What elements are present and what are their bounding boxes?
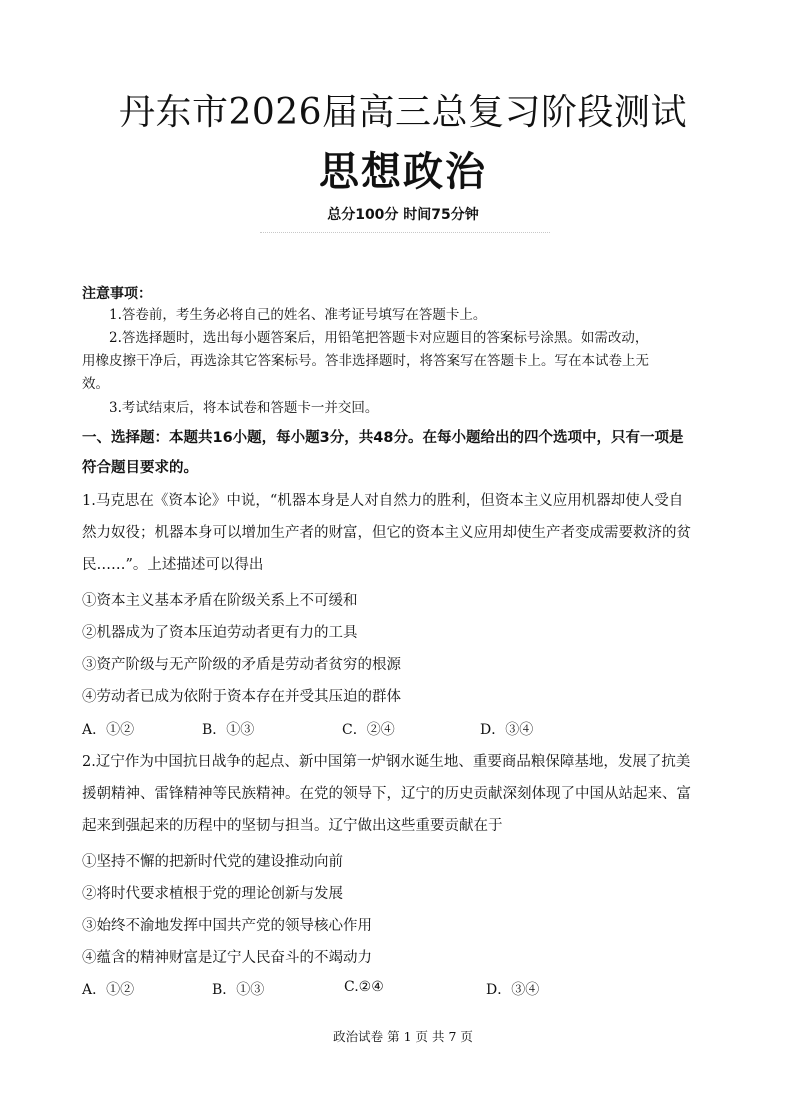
question-1-choice-d: D．③④ [480, 722, 534, 738]
question-1-line-3: 民……”。上述描述可以得出 [82, 557, 264, 573]
faint-divider [260, 232, 550, 234]
question-1-option-1: ①资本主义基本矛盾在阶级关系上不可缓和 [82, 593, 358, 609]
question-1-choices [82, 719, 682, 743]
question-2-choice-c: C.②④ [344, 979, 384, 995]
exam-title: 丹东市2026届高三总复习阶段测试 [118, 92, 688, 133]
notice-item-1: 1.答卷前，考生务必将自己的姓名、准考证号填写在答题卡上。 [109, 307, 487, 323]
question-1-line-1: 1.马克思在《资本论》中说，“机器本身是人对自然力的胜利，但资本主义应用机器却使人受自 [82, 493, 684, 509]
section-heading-line-1: 一、选择题：本题共16小题，每小题3分，共48分。在每小题给出的四个选项中，只有一项是 [82, 430, 684, 446]
notice-item-3: 3.考试结束后，将本试卷和答题卡一并交回。 [109, 400, 379, 416]
question-2-choice-b: B．①③ [212, 982, 265, 998]
subject-title: 思想政治 [319, 149, 487, 195]
question-1-option-4: ④劳动者已成为依附于资本存在并受其压迫的群体 [82, 689, 401, 705]
question-2-option-4: ④蕴含的精神财富是辽宁人民奋斗的不竭动力 [82, 950, 372, 966]
score-time-info: 总分100分 时间75分钟 [327, 207, 479, 223]
question-2-choice-d: D．③④ [486, 982, 540, 998]
question-1-line-2: 然力奴役；机器本身可以增加生产者的财富，但它的资本主义应用却使生产者变成需要救济的贫 [82, 525, 691, 541]
question-2-choice-a: A．①② [82, 982, 135, 998]
question-2-line-3: 起来到强起来的历程中的坚韧与担当。辽宁做出这些重要贡献在于 [82, 818, 503, 834]
question-2-line-2: 援朝精神、雷锋精神等民族精神。在党的领导下，辽宁的历史贡献深刻体现了中国从站起来、富 [82, 786, 691, 802]
notice-item-2: 2.答选择题时，选出每小题答案后，用铅笔把答题卡对应题目的答案标号涂黑。如需改动， [109, 330, 649, 346]
question-1-choice-b: B．①③ [202, 722, 255, 738]
notice-item-2-end: 效。 [82, 376, 109, 392]
question-2-line-1: 2.辽宁作为中国抗日战争的起点、新中国第一炉钢水诞生地、重要商品粮保障基地，发展了抗美 [82, 754, 691, 770]
question-2-option-1: ①坚持不懈的把新时代党的建设推动向前 [82, 854, 343, 870]
question-1-choice-a: A．①② [82, 722, 135, 738]
question-2-option-3: ③始终不渝地发挥中国共产党的领导核心作用 [82, 918, 372, 934]
question-1-option-3: ③资产阶级与无产阶级的矛盾是劳动者贫穷的根源 [82, 657, 401, 673]
section-heading-line-2: 符合题目要求的。 [82, 460, 198, 476]
question-1-choice-c: C．②④ [342, 722, 395, 738]
question-2-option-2: ②将时代要求植根于党的理论创新与发展 [82, 886, 343, 902]
question-1-option-2: ②机器成为了资本压迫劳动者更有力的工具 [82, 625, 358, 641]
notice-item-2-cont: 用橡皮擦干净后，再选涂其它答案标号。答非选择题时，将答案写在答题卡上。写在本试卷上无 [82, 353, 649, 369]
page-footer: 政治试卷 第 1 页 共 7 页 [333, 1029, 473, 1044]
notice-heading: 注意事项： [82, 286, 152, 302]
question-2-choices [82, 979, 682, 1003]
